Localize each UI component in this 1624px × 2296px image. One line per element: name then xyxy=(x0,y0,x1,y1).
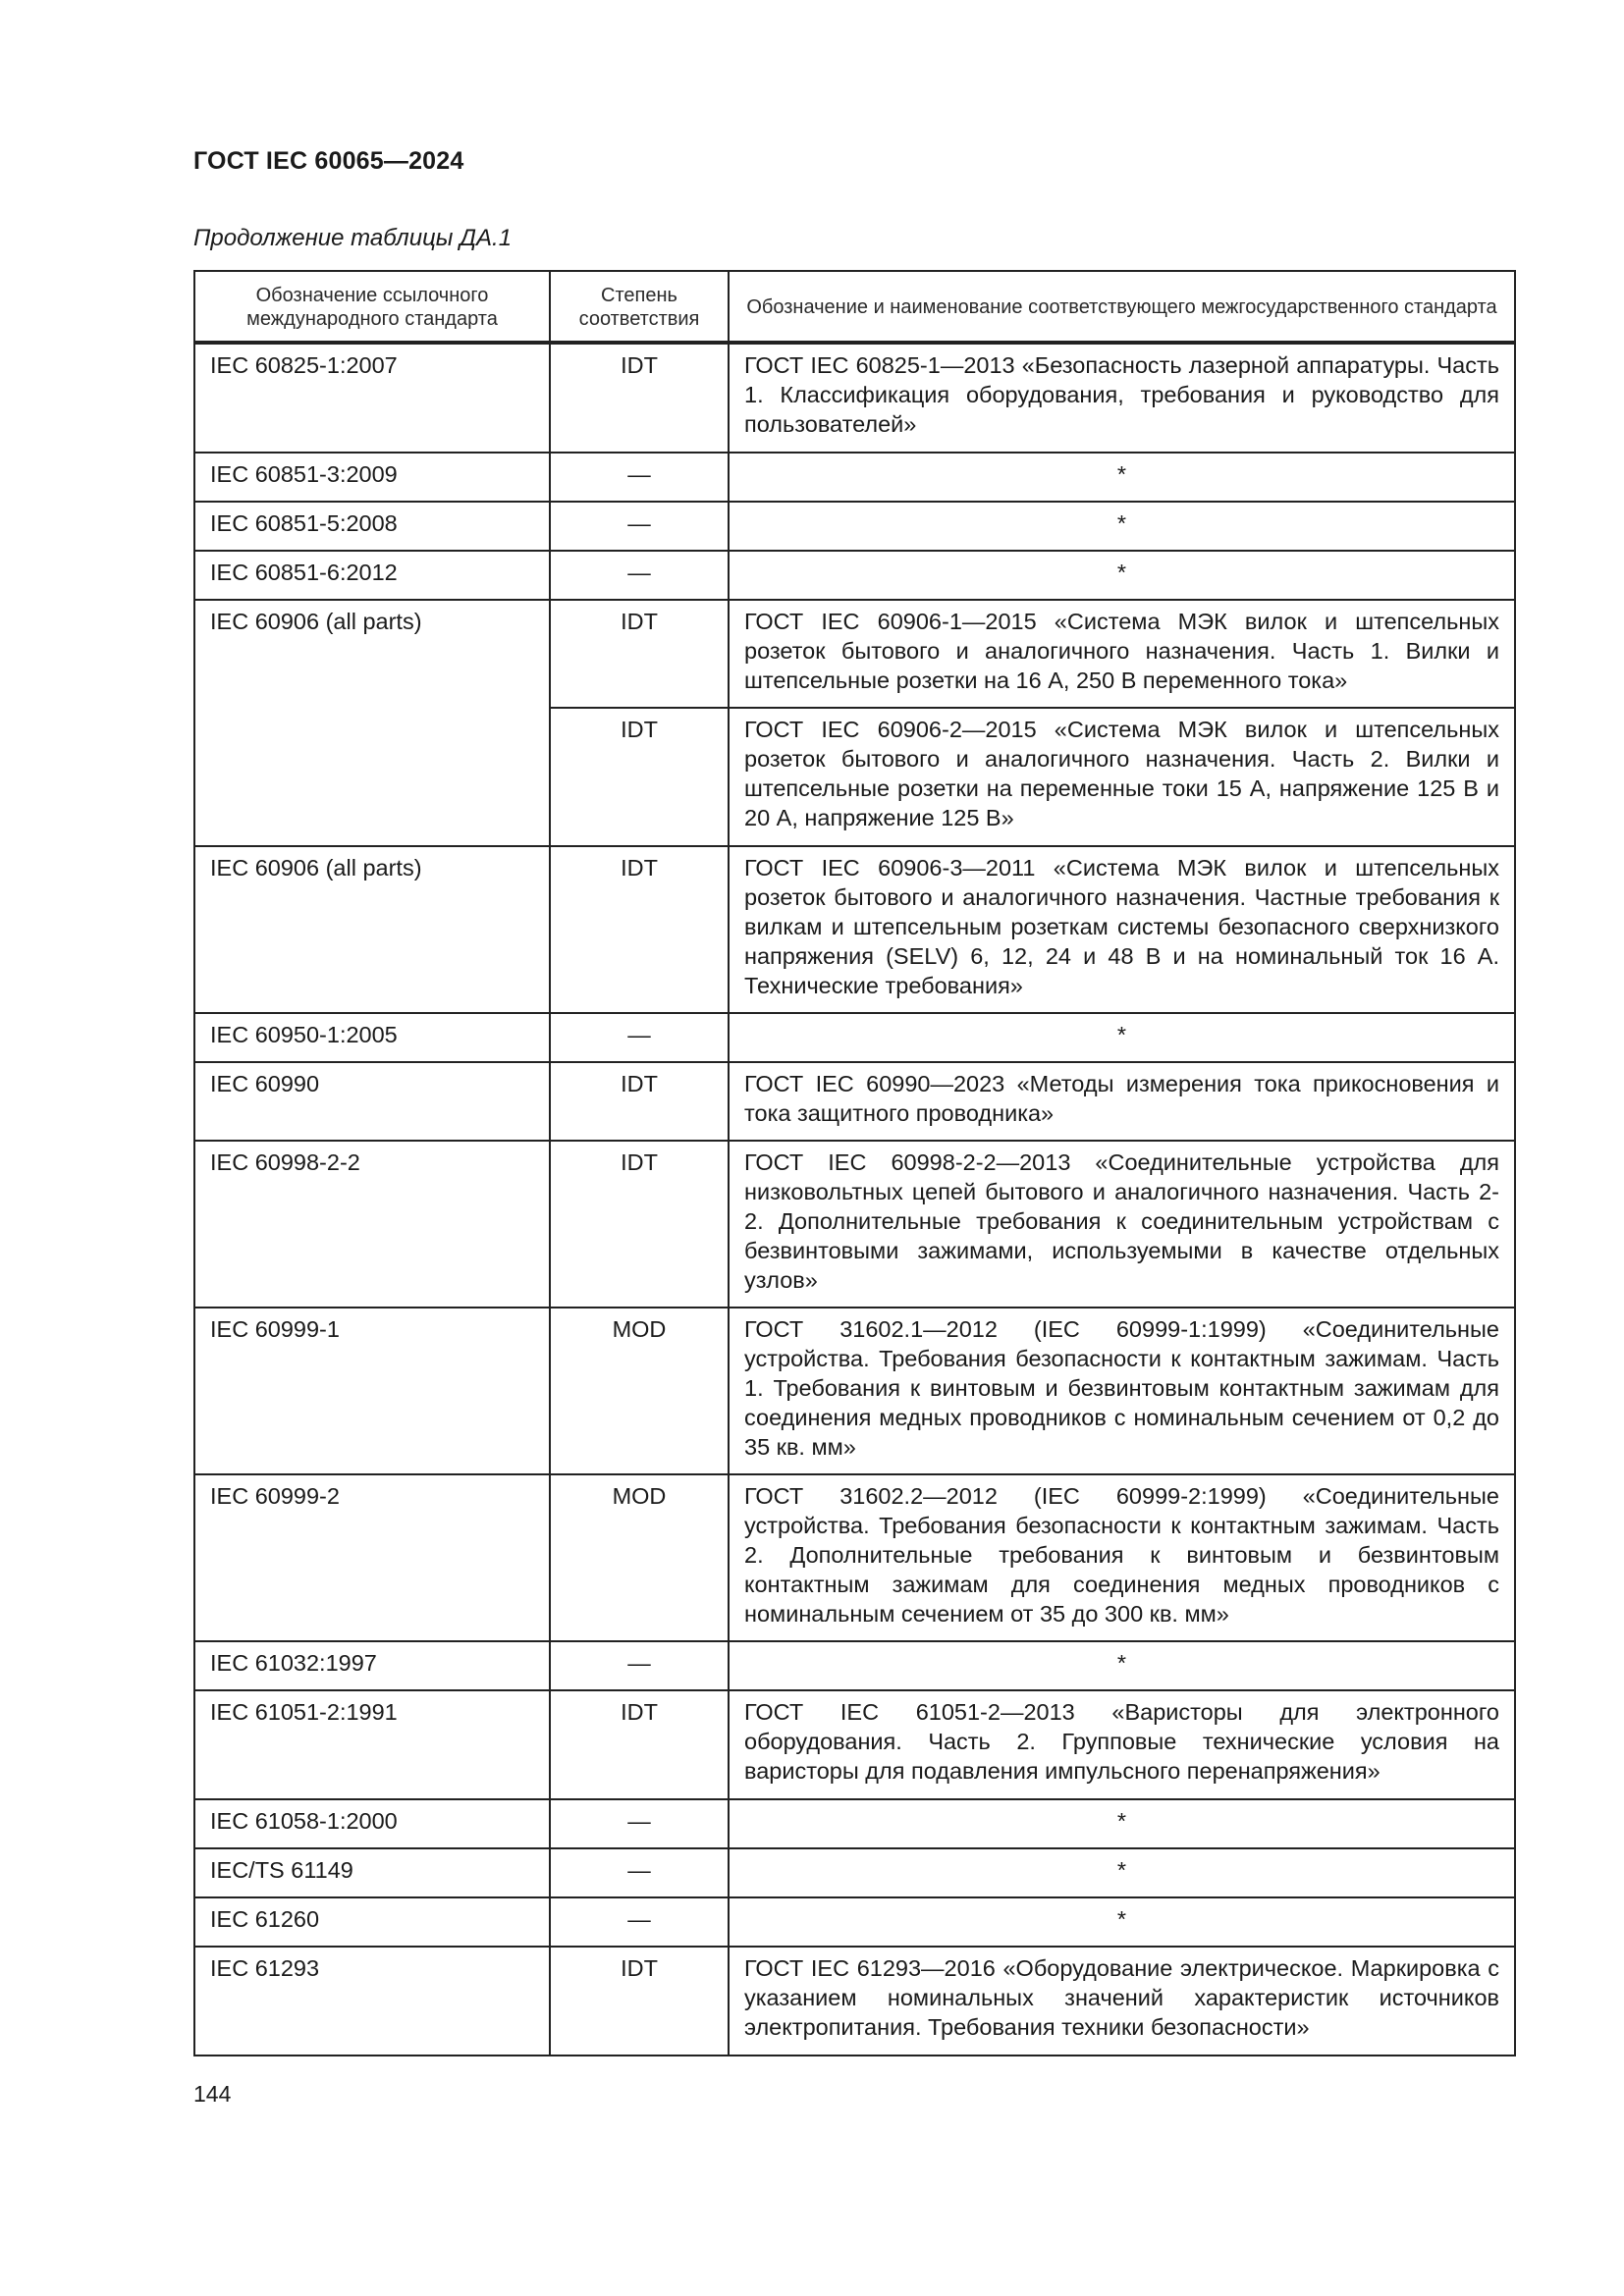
title-cell: * xyxy=(729,1848,1515,1897)
title-cell: ГОСТ IEC 61293—2016 «Оборудование электрическое. Маркировка с указанием номинальных значений характеристик источников электропитания. Требования техники безопасности» xyxy=(729,1947,1515,2056)
degree-cell: — xyxy=(550,453,729,502)
ref-cell: IEC 60906 (all parts) xyxy=(194,846,550,1013)
title-cell: ГОСТ IEC 61051-2—2013 «Варисторы для электронного оборудования. Часть 2. Групповые технические условия на варисторы для подавления импульсного перенапряжения» xyxy=(729,1690,1515,1799)
title-cell: * xyxy=(729,1897,1515,1947)
ref-cell: IEC 61293 xyxy=(194,1947,550,2056)
table-row xyxy=(194,343,1515,453)
table-row xyxy=(194,1474,1515,1641)
degree-cell: — xyxy=(550,1897,729,1947)
title-cell: * xyxy=(729,1013,1515,1062)
ref-cell: IEC 60998-2-2 xyxy=(194,1141,550,1308)
ref-cell: IEC 60851-3:2009 xyxy=(194,453,550,502)
degree-cell: — xyxy=(550,551,729,600)
title-cell: ГОСТ IEC 60906-2—2015 «Система МЭК вилок и штепсельных розеток бытового и аналогичного назначения. Часть 2. Вилки и штепсельные розетки на переменные токи 15 А, напряжение 125 В и 20 А, напряжение 125 В» xyxy=(729,708,1515,846)
standards-table xyxy=(193,270,1516,2056)
title-cell: * xyxy=(729,502,1515,551)
ref-cell: IEC 60950-1:2005 xyxy=(194,1013,550,1062)
title-cell: * xyxy=(729,551,1515,600)
table-row xyxy=(194,1062,1515,1141)
title-cell: * xyxy=(729,1641,1515,1690)
table-row xyxy=(194,1897,1515,1947)
table-row xyxy=(194,600,1515,708)
title-cell: ГОСТ 31602.1—2012 (IEC 60999-1:1999) «Соединительные устройства. Требования безопасности к контактным зажимам. Часть 1. Требования к винтовым и безвинтовым контактным зажимам для соединения медных проводников с номинальным сечением от 0,2 до 35 кв. мм» xyxy=(729,1308,1515,1474)
degree-cell: IDT xyxy=(550,1690,729,1799)
table-row xyxy=(194,1641,1515,1690)
column-header-degree: Степень соответствия xyxy=(550,271,729,343)
ref-cell: IEC 60906 (all parts) xyxy=(194,600,550,846)
degree-cell: MOD xyxy=(550,1474,729,1641)
table-row xyxy=(194,453,1515,502)
degree-cell: IDT xyxy=(550,343,729,453)
page-number: 144 xyxy=(193,2081,232,2107)
ref-cell: IEC 61051-2:1991 xyxy=(194,1690,550,1799)
degree-cell: IDT xyxy=(550,708,729,846)
column-header-ref: Обозначение ссылочного международного стандарта xyxy=(194,271,550,343)
ref-cell: IEC 60999-2 xyxy=(194,1474,550,1641)
table-row xyxy=(194,551,1515,600)
degree-cell: MOD xyxy=(550,1308,729,1474)
ref-cell: IEC 61032:1997 xyxy=(194,1641,550,1690)
degree-cell: — xyxy=(550,502,729,551)
ref-cell: IEC 60851-6:2012 xyxy=(194,551,550,600)
table-row xyxy=(194,1141,1515,1308)
table-row xyxy=(194,846,1515,1013)
table-row xyxy=(194,1308,1515,1474)
table-row xyxy=(194,502,1515,551)
degree-cell: — xyxy=(550,1013,729,1062)
degree-cell: IDT xyxy=(550,1947,729,2056)
ref-cell: IEC/TS 61149 xyxy=(194,1848,550,1897)
title-cell: ГОСТ IEC 60825-1—2013 «Безопасность лазерной аппаратуры. Часть 1. Классификация оборудования, требования и руководство для пользователей» xyxy=(729,343,1515,453)
column-header-title: Обозначение и наименование соответствующего межгосударственного стандарта xyxy=(729,271,1515,343)
degree-cell: — xyxy=(550,1641,729,1690)
degree-cell: IDT xyxy=(550,600,729,708)
ref-cell: IEC 60999-1 xyxy=(194,1308,550,1474)
table-row xyxy=(194,1848,1515,1897)
title-cell: * xyxy=(729,453,1515,502)
ref-cell: IEC 60990 xyxy=(194,1062,550,1141)
table-caption: Продолжение таблицы ДА.1 xyxy=(193,225,513,251)
ref-cell: IEC 60825-1:2007 xyxy=(194,343,550,453)
title-cell: ГОСТ IEC 60998-2-2—2013 «Соединительные устройства для низковольтных цепей бытового и аналогичного назначения. Часть 2-2. Дополнительные требования к соединительным устройствам с безвинтовыми зажимами, используемыми в качестве отдельных узлов» xyxy=(729,1141,1515,1308)
ref-cell: IEC 61260 xyxy=(194,1897,550,1947)
title-cell: ГОСТ IEC 60906-1—2015 «Система МЭК вилок и штепсельных розеток бытового и аналогичного назначения. Часть 1. Вилки и штепсельные розетки на 16 А, 250 В переменного тока» xyxy=(729,600,1515,708)
document-id: ГОСТ IEC 60065—2024 xyxy=(193,147,464,175)
table-row xyxy=(194,1013,1515,1062)
table-row xyxy=(194,1799,1515,1848)
table-row xyxy=(194,1690,1515,1799)
ref-cell: IEC 61058-1:2000 xyxy=(194,1799,550,1848)
table-row xyxy=(194,1947,1515,2056)
degree-cell: IDT xyxy=(550,1141,729,1308)
title-cell: ГОСТ 31602.2—2012 (IEC 60999-2:1999) «Соединительные устройства. Требования безопасности к контактным зажимам. Часть 2. Дополнительные требования к винтовым и безвинтовым контактным зажимам для соединения медных проводников с номинальным сечением от 35 до 300 кв. мм» xyxy=(729,1474,1515,1641)
degree-cell: IDT xyxy=(550,846,729,1013)
title-cell: * xyxy=(729,1799,1515,1848)
table-header-row xyxy=(194,271,1515,343)
degree-cell: IDT xyxy=(550,1062,729,1141)
ref-cell: IEC 60851-5:2008 xyxy=(194,502,550,551)
degree-cell: — xyxy=(550,1848,729,1897)
title-cell: ГОСТ IEC 60990—2023 «Методы измерения тока прикосновения и тока защитного проводника» xyxy=(729,1062,1515,1141)
title-cell: ГОСТ IEC 60906-3—2011 «Система МЭК вилок и штепсельных розеток бытового и аналогичного назначения. Частные требования к вилкам и штепсельным розеткам системы безопасного сверхнизкого напряжения (SELV) 6, 12, 24 и 48 В и на номинальный ток 16 А. Технические требования» xyxy=(729,846,1515,1013)
degree-cell: — xyxy=(550,1799,729,1848)
